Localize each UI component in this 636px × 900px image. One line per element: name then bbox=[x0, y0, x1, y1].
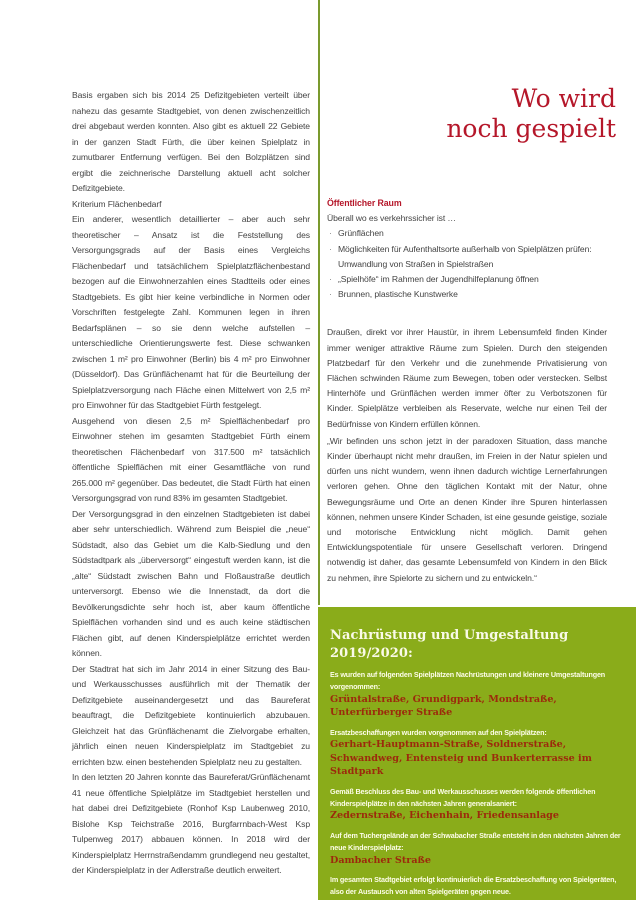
info-block-generalsanierung bbox=[330, 786, 624, 823]
paragraph-stadtgebiete: Der Versorgungsgrad in den einzelnen Stadtgebieten ist dabei aber sehr unterschiedlich. Während zum Beispiel die „neue“ Südstadt, also das Gebiet um die Kalb-Siedlung und den Südstadtpark als „überversorgt“ eingestuft werden kann, ist die „alte“ Südstadt zwischen Bahn und Floßaustraße deutlich unterversorgt. Ebenso wie die Innenstadt, da dort die Bevölkerungsdichte sehr hoch ist, aber kaum öffentliche Spielflächen vorhanden sind und es auch keine städtischen Flächen gibt, auf denen Kinderspielplätze errichtet werden können. bbox=[72, 508, 310, 658]
paragraph-versorgungsgrad: Ausgehend von diesen 2,5 m² Spielflächenbedarf pro Einwohner stehen im gesamten Stadtgebiet Fürth einem theoretischen Flächenbedarf von 317.500 m² tatsächlich öffentliche Spielflächen mit einer Gesamtfläche von rund 265.000 m² gegenüber. Das bedeutet, die Stadt Fürth hat einen Versorgungsgrad von rund 83% im gesamten Stadtgebiet. bbox=[72, 415, 310, 503]
right-column-text bbox=[327, 196, 607, 586]
bullet-item: · Möglichkeiten für Aufenthaltsorte außerhalb von Spielplätzen prüfen: Umwandlung von Straßen in Spielstraßen bbox=[327, 242, 607, 272]
info-block-spielgeraete bbox=[330, 874, 624, 898]
bullet-item: · „Spielhöfe“ im Rahmen der Jugendhilfeplanung öffnen bbox=[327, 272, 607, 287]
paragraph-stadtrat: Der Stadtrat hat sich im Jahr 2014 in einer Sitzung des Bau- und Werkausschusses ausführlich mit der Thematik der Defizitgebiete auseinandergesetzt und das Baureferat beauftragt, die Defizitgebiete kontinuierlich abzubauen. Gleichzeit hat das Grünflächenamt die Zielvorgabe erhalten, jährlich einen neuen Kinderspielplatz im Stadtgebiet zu errichten bzw. einen bestehenden Spielplatz neu zu gestalten. bbox=[72, 663, 310, 767]
info-block-ersatzbeschaffungen bbox=[330, 727, 624, 779]
column-divider bbox=[318, 0, 320, 605]
bullet-list bbox=[327, 226, 607, 302]
bullet-item: · Grünflächen bbox=[327, 226, 607, 241]
section-intro: Überall wo es verkehrssicher ist … bbox=[327, 213, 456, 224]
quote-paragraph: „Wir befinden uns schon jetzt in der paradoxen Situation, dass manche Kinder überhaupt nicht mehr draußen, im Freien in der Natur spielen und dürfen uns nicht wundern, wenn ihnen dadurch wichtige Lernerfahrungen verloren gehen. Ohne den täglichen Kontakt mit der Natur, ohne Bewegungsräume und Orte an denen Kinder ihre Spuren hinterlassen können, nehmen unsere Kinder Schaden, ist eine gesunde geistige, soziale und motorische Entwicklung nicht möglich. Damit gehen Entwicklungspotentiale für unsere Gesellschaft verloren. Dringend notwendig ist daher, das gesamte Lebensumfeld von Kindern in den Blick zu nehmen, ihre Spielorte zu sichern und zu entwickeln.“ bbox=[327, 435, 607, 583]
title-line-2: noch gespielt bbox=[446, 114, 616, 143]
bullet-item: · Brunnen, plastische Kunstwerke bbox=[327, 287, 607, 302]
info-block-places: Grüntalstraße, Grundigpark, Mondstraße, Unterfürberger Straße bbox=[330, 693, 557, 719]
info-block-tuchergelaende bbox=[330, 830, 624, 867]
info-block-text: Auf dem Tuchergelände an der Schwabacher Straße entsteht in den nächsten Jahren der neue Kinderspielplatz: bbox=[330, 830, 621, 852]
info-block-places: Dambacher Straße bbox=[330, 854, 431, 866]
page-title bbox=[356, 84, 616, 144]
paragraph-ansatz: Ein anderer, wesentlich detaillierter – aber auch sehr theoretischer – Ansatz ist die Feststellung des Versorgungsgrads auf der Basis eines Vergleichs Flächenbedarf und tatsächlichem Spielplatzflächenbestand bezogen auf die Einwohnerzahlen eines Stadtteils oder eines Stadtgebiets. Es gibt hier keine verbindliche in Normen oder Vorschriften festgelegte Zahl. Kommunen legen in ihren Bedarfsplänen – so sie denn welche aufstellen – unterschiedliche Orientierungswerte fest. Diese schwanken zwischen 1 m² pro Einwohner (Berlin) bis 4 m² pro Einwohner (Düsseldorf). Das Grünflächenamt hat für die Beurteilung der Spielplatzversorgung nach Fläche einen Mittelwert von 2,5 m² pro Einwohner für das Stadtgebiet Fürth festgelegt. bbox=[72, 214, 310, 410]
info-box bbox=[318, 607, 636, 900]
paragraph-letzte-jahre: In den letzten 20 Jahren konnte das Baureferat/Grünflächenamt 41 neue öffentliche Spielplätze im Stadtgebiet herstellen und hat dabei drei Defizitgebiete (Ronhof Ksp Laubenweg 2010, Bislohe Ksp Teichstraße 2016, Burgfarrnbach-West Ksp Tulpenweg 2017) abbauen können. In 2018 wird der Kinderspielplatz Herrnstraßendamm grundlegend neu gestaltet, der Kinderspielplatz in der Adlerstraße deutlich erweitert. bbox=[72, 772, 310, 875]
info-block-text: Es wurden auf folgenden Spielplätzen Nachrüstungen und kleinere Umgestaltungen vorgenommen: bbox=[330, 670, 606, 691]
paragraph-draussen: Draußen, direkt vor ihrer Haustür, in ihrem Lebensumfeld finden Kinder immer weniger attraktive Räume zum Spielen. Durch den steigenden Platzbedarf für den Verkehr und die zunehmende Privatisierung von Flächen schwinden Räume zum Bewegen, toben oder verstecken. Selbst Hinterhöfe und Grünflächen werden immer öfter zu Verbotszonen für Kinder. Spielplätze verbleiben als Reservate, welche nur einen Teil der Bedürfnisse von Kindern erfüllen können. bbox=[327, 327, 607, 429]
info-block-nachruestungen bbox=[330, 669, 624, 720]
paragraph-defizitgebiete: Basis ergaben sich bis 2014 25 Defizitgebieten verteilt über nahezu das gesamte Stadtgebiet, von denen zwischenzeitlich drei abgebaut werden konnten. Also gibt es aktuell 22 Gebiete in der ganzen Stadt Fürth, die über keinen Spielplatz in zumutbarer Entfernung verfügen. Bei den Bolzplätzen sind ergibt die zeichnerische Darstellung aktuell acht solcher Defizitgebiete. bbox=[72, 90, 310, 193]
title-line-1: Wo wird bbox=[511, 84, 616, 113]
subheading-flaechenbedarf: Kriterium Flächenbedarf bbox=[72, 198, 162, 209]
info-block-text: Im gesamten Stadtgebiet erfolgt kontinuierlich die Ersatzbeschaffung von Spielgeräten, also der Austausch von alten Spielgeräten gegen neue. bbox=[330, 875, 617, 896]
left-column-text bbox=[72, 88, 310, 879]
section-heading: Öffentlicher Raum bbox=[327, 198, 402, 208]
info-block-text: Gemäß Beschluss des Bau- und Werkausschusses werden folgende öffentlichen Kinderspielplätze in den nächsten Jahren generalsaniert: bbox=[330, 786, 596, 808]
info-block-places: Gerhart-Hauptmann-Straße, Soldnerstraße, Schwandweg, Entensteig und Bunkerterrasse im Stadtpark bbox=[330, 739, 592, 778]
info-box-title: Nachrüstung und Umgestaltung 2019/2020: bbox=[330, 628, 569, 661]
info-block-places: Zedernstraße, Eichenhain, Friedensanlage bbox=[330, 810, 559, 822]
info-block-text: Ersatzbeschaffungen wurden vorgenommen auf den Spielplätzen: bbox=[330, 727, 547, 737]
